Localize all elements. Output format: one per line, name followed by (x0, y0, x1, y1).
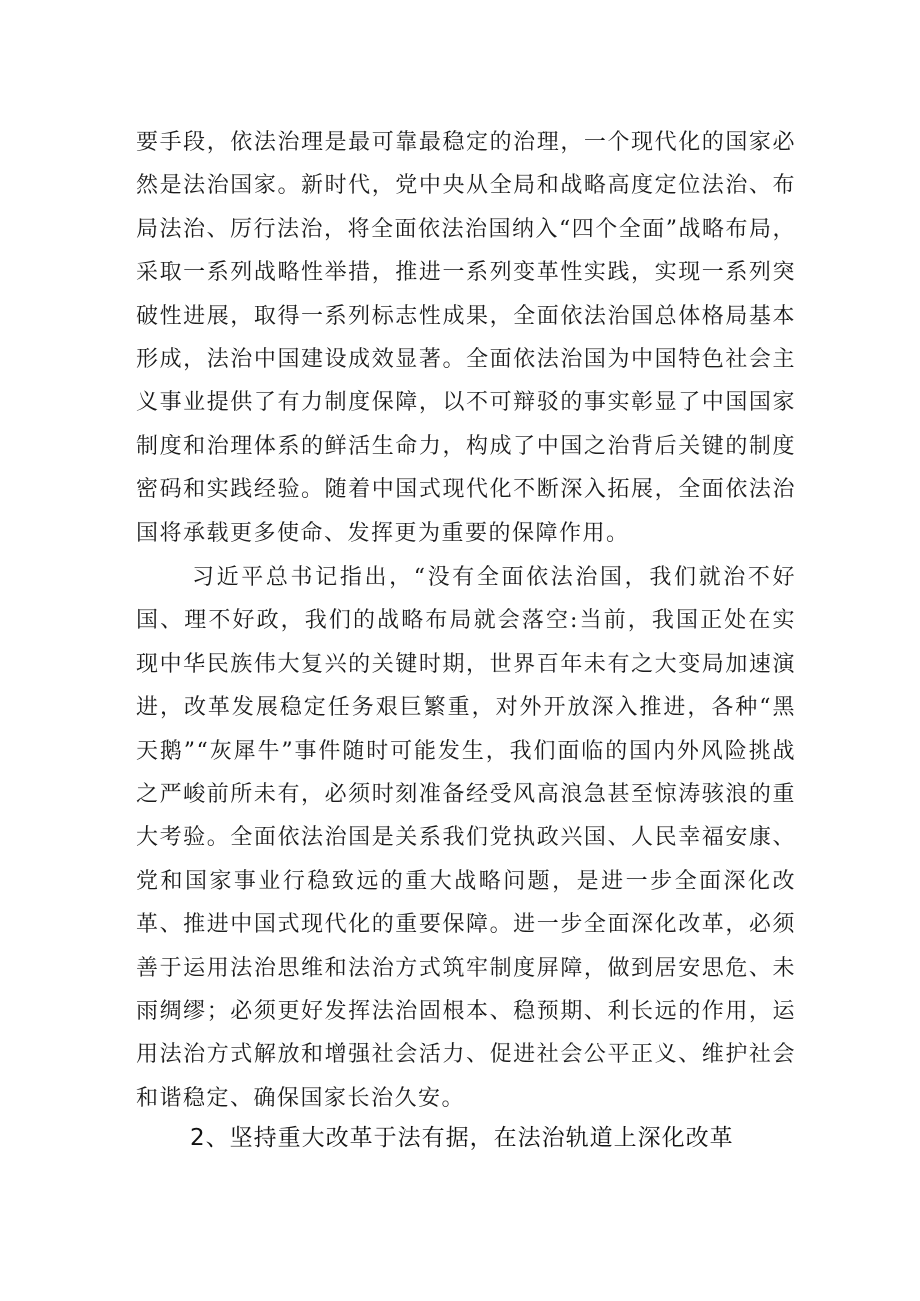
body-paragraph-2: 习近平总书记指出，“没有全面依法治国，我们就治不好国、理不好政，我们的战略布局就会落空:当前，我国正处在实现中华民族伟大复兴的关键时期，世界百年未有之大变局加速演进，改革发展稳定任务艰巨繁重，对外开放深入推进，各种“黑天鹅”“灰犀牛”事件随时可能发生，我们面临的国内外风险挑战之严峻前所未有，必须时刻准备经受风高浪急甚至惊涛骇浪的重大考验。全面依法治国是关系我们党执政兴国、人民幸福安康、党和国家事业行稳致远的重大战略问题，是进一步全面深化改革、推进中国式现代化的重要保障。进一步全面深化改革，必须善于运用法治思维和法治方式筑牢制度屏障，做到居安思危、未雨绸缪；必须更好发挥法治固根本、稳预期、利长远的作用，运用法治方式解放和增强社会活力、促进社会公平正义、维护社会和谐稳定、确保国家长治久安。 (136, 565, 796, 1111)
body-paragraph-1: 要手段，依法治理是最可靠最稳定的治理，一个现代化的国家必然是法治国家。新时代，党中央从全局和战略高度定位法治、布局法治、厉行法治，将全面依法治国纳入“四个全面”战略布局，采取一系列战略性举措，推进一系列变革性实践，实现一系列突破性进展，取得一系列标志性成果，全面依法治国总体格局基本形成，法治中国建设成效显著。全面依法治国为中国特色社会主义事业提供了有力制度保障，以不可辩驳的事实彰显了中国国家制度和治理体系的鲜活生命力，构成了中国之治背后关键的制度密码和实践经验。随着中国式现代化不断深入拓展，全面依法治国将承载更多使命、发挥更为重要的保障作用。 (136, 130, 796, 546)
section-heading: 2、坚持重大改革于法有据，在法治轨道上深化改革 (190, 1125, 734, 1151)
